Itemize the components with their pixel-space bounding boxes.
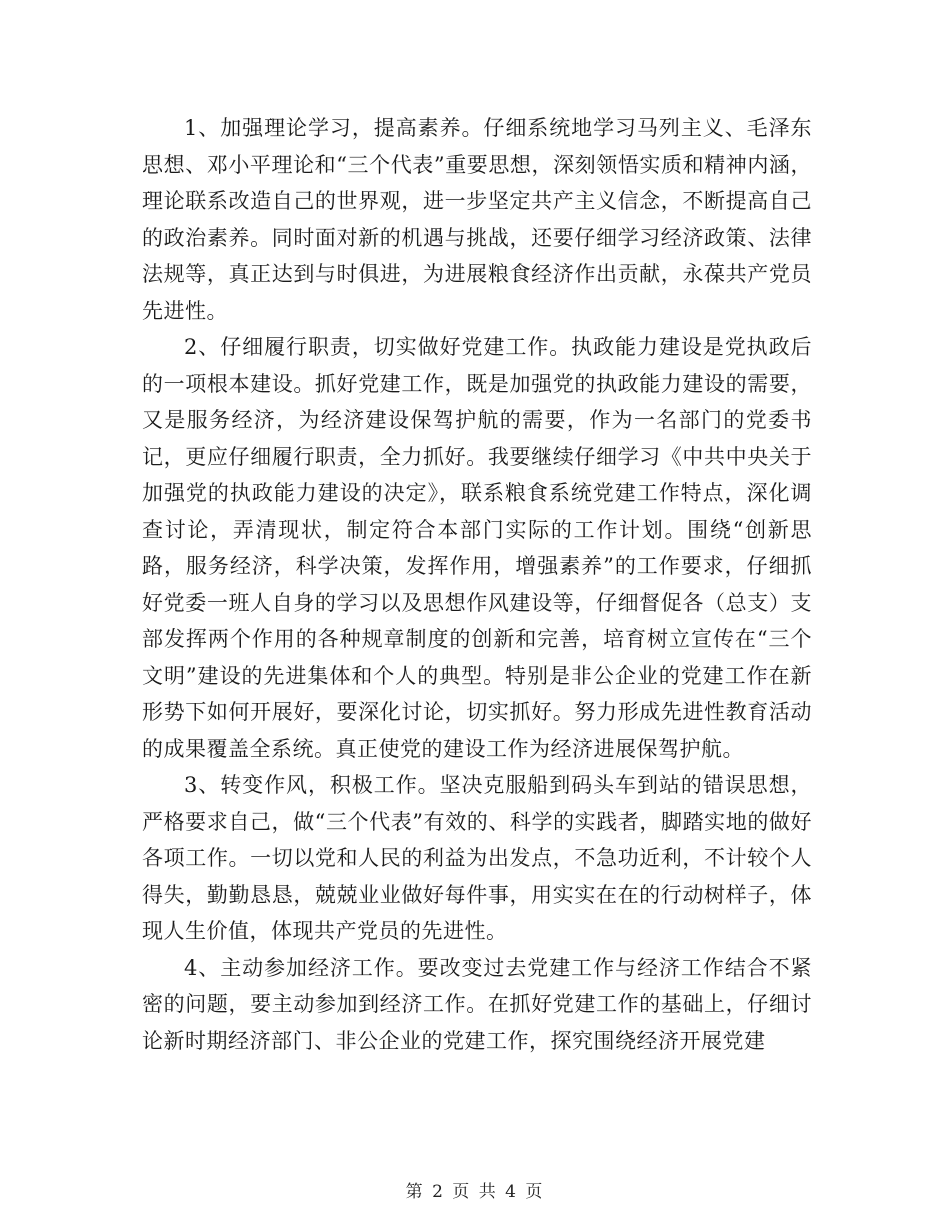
document-body [142,110,812,1059]
paragraph-1: 1、加强理论学习，提高素养。仔细系统地学习马列主义、毛泽东思想、邓小平理论和“三个代表”重要思想，深刻领悟实质和精神内涵，理论联系改造自己的世界观，进一步坚定共产主义信念，不断提高自己的政治素养。同时面对新的机遇与挑战，还要仔细学习经济政策、法律法规等，真正达到与时俱进，为进展粮食经济作出贡献，永葆共产党员先进性。 [142,116,812,323]
paragraph-3: 3、转变作风，积极工作。坚决克服船到码头车到站的错误思想，严格要求自己，做“三个代表”有效的、科学的实践者，脚踏实地的做好各项工作。一切以党和人民的利益为出发点，不急功近利，不计较个人得失，勤勤恳恳，兢兢业业做好每件事，用实实在在的行动树样子，体现人生价值，体现共产党员的先进性。 [142,773,812,943]
paragraph-2: 2、仔细履行职责，切实做好党建工作。执政能力建设是党执政后的一项根本建设。抓好党建工作，既是加强党的执政能力建设的需要，又是服务经济，为经济建设保驾护航的需要，作为一名部门的党委书记，更应仔细履行职责，全力抓好。我要继续仔细学习《中共中央关于加强党的执政能力建设的决定》，联系粮食系统党建工作特点，深化调查讨论，弄清现状，制定符合本部门实际的工作计划。围绕“创新思路，服务经济，科学决策，发挥作用，增强素养”的工作要求，仔细抓好党委一班人自身的学习以及思想作风建设等，仔细督促各（总支）支部发挥两个作用的各种规章制度的创新和完善，培育树立宣传在“三个文明”建设的先进集体和个人的典型。特别是非公企业的党建工作在新形势下如何开展好，要深化讨论，切实抓好。努力形成先进性教育活动的成果覆盖全系统。真正使党的建设工作为经济进展保驾护航。 [142,335,812,761]
page-footer [0,1177,950,1202]
page-number: 第 2 页 共 4 页 [405,1182,545,1202]
paragraph-4: 4、主动参加经济工作。要改变过去党建工作与经济工作结合不紧密的问题，要主动参加到经济工作。在抓好党建工作的基础上，仔细讨论新时期经济部门、非公企业的党建工作，探究围绕经济开展党建 [142,955,812,1053]
